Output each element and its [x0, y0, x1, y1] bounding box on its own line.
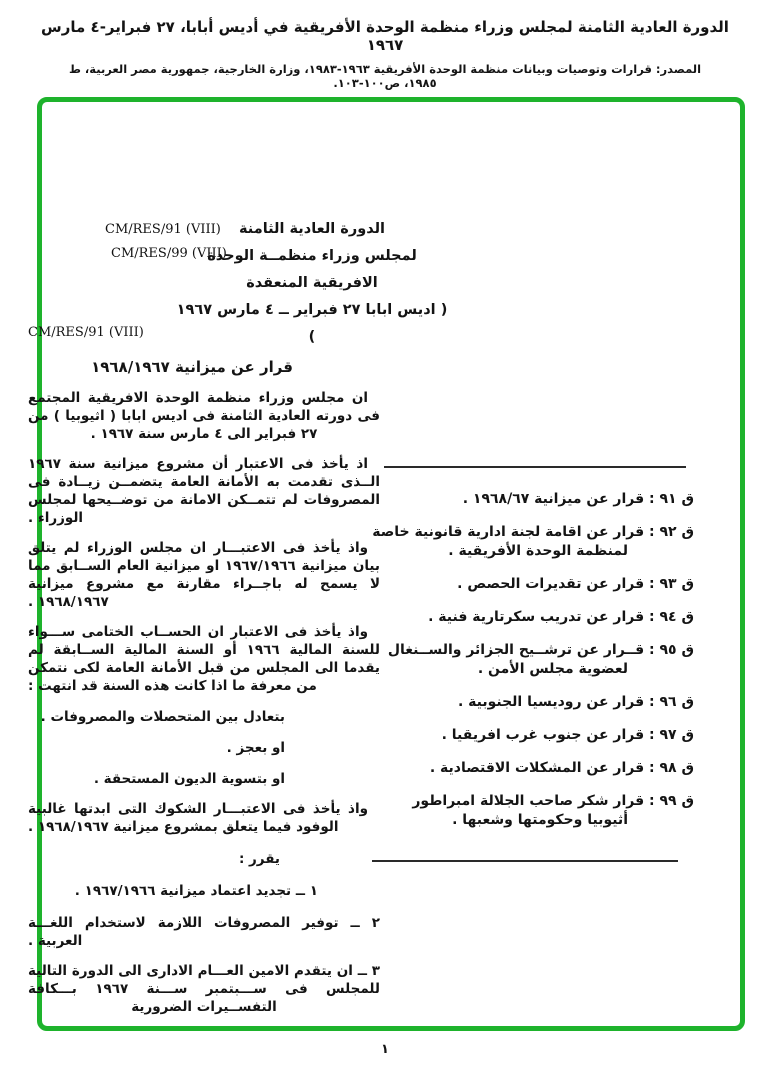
- page-header: [0, 18, 770, 90]
- header-source-citation: المصدر: قرارات وتوصيات وبيانات منظمة الوحدة الأفريقية ١٩٦٣-١٩٨٣، وزارة الخارجية، جمهورية مصر العربية، ط ١٩٨٥، ص١٠٠-١٠٣.: [68, 62, 702, 90]
- paragraph-1: ان مجلس وزراء منظمة الوحدة الافريقية المجتمع فى دورته العادية الثامنة فى اديس ابابا ( اثيوبيا ) من ٢٧ فبراير الى ٤ مارس سنة ١٩٦٧ .: [28, 390, 380, 442]
- reference-cm-res-91: CM/RES/91 (VIII): [105, 222, 221, 237]
- resolution-list-item-93: ق ٩٣ : قرار عن تقديرات الحصص .: [457, 576, 694, 592]
- bullet-2: او بعجز .: [226, 740, 285, 756]
- paragraph-2: اذ يأخذ فى الاعتبار أن مشروع ميزانية سنة ١٩٦٧ الــذى تقدمت به الأمانة العامة يتضمــن زيــادة فى المصروفات لم تتمــكن الامانة من توضــيحها لمجلس الوزراء .: [28, 456, 380, 526]
- decision-1: ١ ــ تجديد اعتماد ميزانية ١٩٦٧/١٩٦٦ .: [74, 883, 318, 899]
- resolutions-list-column: [368, 466, 694, 862]
- resolution-title: قرار عن ميزانية ١٩٦٨/١٩٦٧: [91, 358, 293, 376]
- bullet-3: او بتسوية الديون المستحقة .: [93, 771, 285, 787]
- reference-cm-res-99: CM/RES/99 (VIII): [111, 246, 227, 261]
- resolution-list-item-96: ق ٩٦ : قرار عن روديسيا الجنوبية .: [457, 694, 694, 710]
- resolution-list-item-95: ق ٩٥ : قــرار عن ترشــيح الجزائر والســنغال لعضوية مجلس الأمن .: [387, 642, 694, 677]
- decides-label: يقرر :: [238, 851, 280, 867]
- page-number: ١: [381, 1042, 389, 1057]
- resolution-body-column: [28, 324, 380, 1016]
- bullet-1: بتعادل بين المتحصلات والمصروفات .: [40, 709, 285, 725]
- decision-3: ٣ ــ ان يتقدم الامين العـــام الادارى الى الدورة التالية للمجلس فى ســـبتمبر ســـنة ١٩٦٧ بـــكافة التفســيرات الضرورية: [28, 963, 380, 1015]
- session-heading-line-1: الدورة العادية الثامنة: [239, 221, 385, 237]
- resolution-list-item-94: ق ٩٤ : قرار عن تدريب سكرتارية فنية .: [428, 609, 694, 625]
- separator-line-top: [384, 466, 686, 468]
- paragraph-3: واذ يأخذ فى الاعتبـــار ان مجلس الوزراء لم يتلق بيان ميزانية ١٩٦٧/١٩٦٦ او ميزانية العام الســابق مما لا يسمح له باجــراء مقارنة مع مشروع ميزانية ١٩٦٨/١٩٦٧ .: [28, 540, 380, 610]
- resolution-list-item-92: ق ٩٢ : قرار عن اقامة لجنة ادارية قانونية خاصة لمنظمة الوحدة الأفريقية .: [372, 524, 694, 559]
- session-heading-line-2: لمجلس وزراء منظمــة الوحدة الافريقية المنعقدة: [207, 248, 417, 291]
- resolution-list-item-99: ق ٩٩ : قرار شكر صاحب الجلالة امبراطور أثيوبيا وحكومتها وشعبها .: [412, 793, 694, 828]
- green-document-frame: [28, 97, 745, 1031]
- resolution-list-item-91: ق ٩١ : قرار عن ميزانية ١٩٦٨/٦٧ .: [462, 491, 694, 507]
- paragraph-5: واذ يأخذ فى الاعتبـــار الشكوك التى ابدتها غالبية الوفود فيما يتعلق بمشروع ميزانية ١٩٦٨/١٩٦٧ .: [28, 801, 368, 835]
- separator-line-bottom: [372, 860, 678, 862]
- session-heading-line-3: ( اديس ابابا ٢٧ فبراير ــ ٤ مارس ١٩٦٧ ): [176, 302, 448, 345]
- header-session-title: الدورة العادية الثامنة لمجلس وزراء منظمة الوحدة الأفريقية في أديس أبابا، ٢٧ فبراير-٤ مارس ١٩٦٧: [41, 18, 729, 54]
- resolution-list-item-97: ق ٩٧ : قرار عن جنوب غرب افريقيا .: [441, 727, 694, 743]
- paragraph-4: واذ يأخذ فى الاعتبار ان الحســاب الختامى ســـواء للسنة المالية ١٩٦٦ أو السنة المالية الســابقة لم يقدما الى المجلس من قبل الأمانة العامة لكى نتمكن من معرفة ما اذا كانت هذه السنة قد انتهت :: [28, 624, 381, 694]
- decision-2: ٢ ــ توفير المصروفات اللازمة لاستخدام اللغـــة العربية .: [28, 915, 380, 949]
- resolution-list-item-98: ق ٩٨ : قرار عن المشكلات الاقتصادية .: [429, 760, 694, 776]
- resolutions-list: [368, 490, 694, 830]
- resolution-ref: CM/RES/91 (VIII): [28, 325, 144, 340]
